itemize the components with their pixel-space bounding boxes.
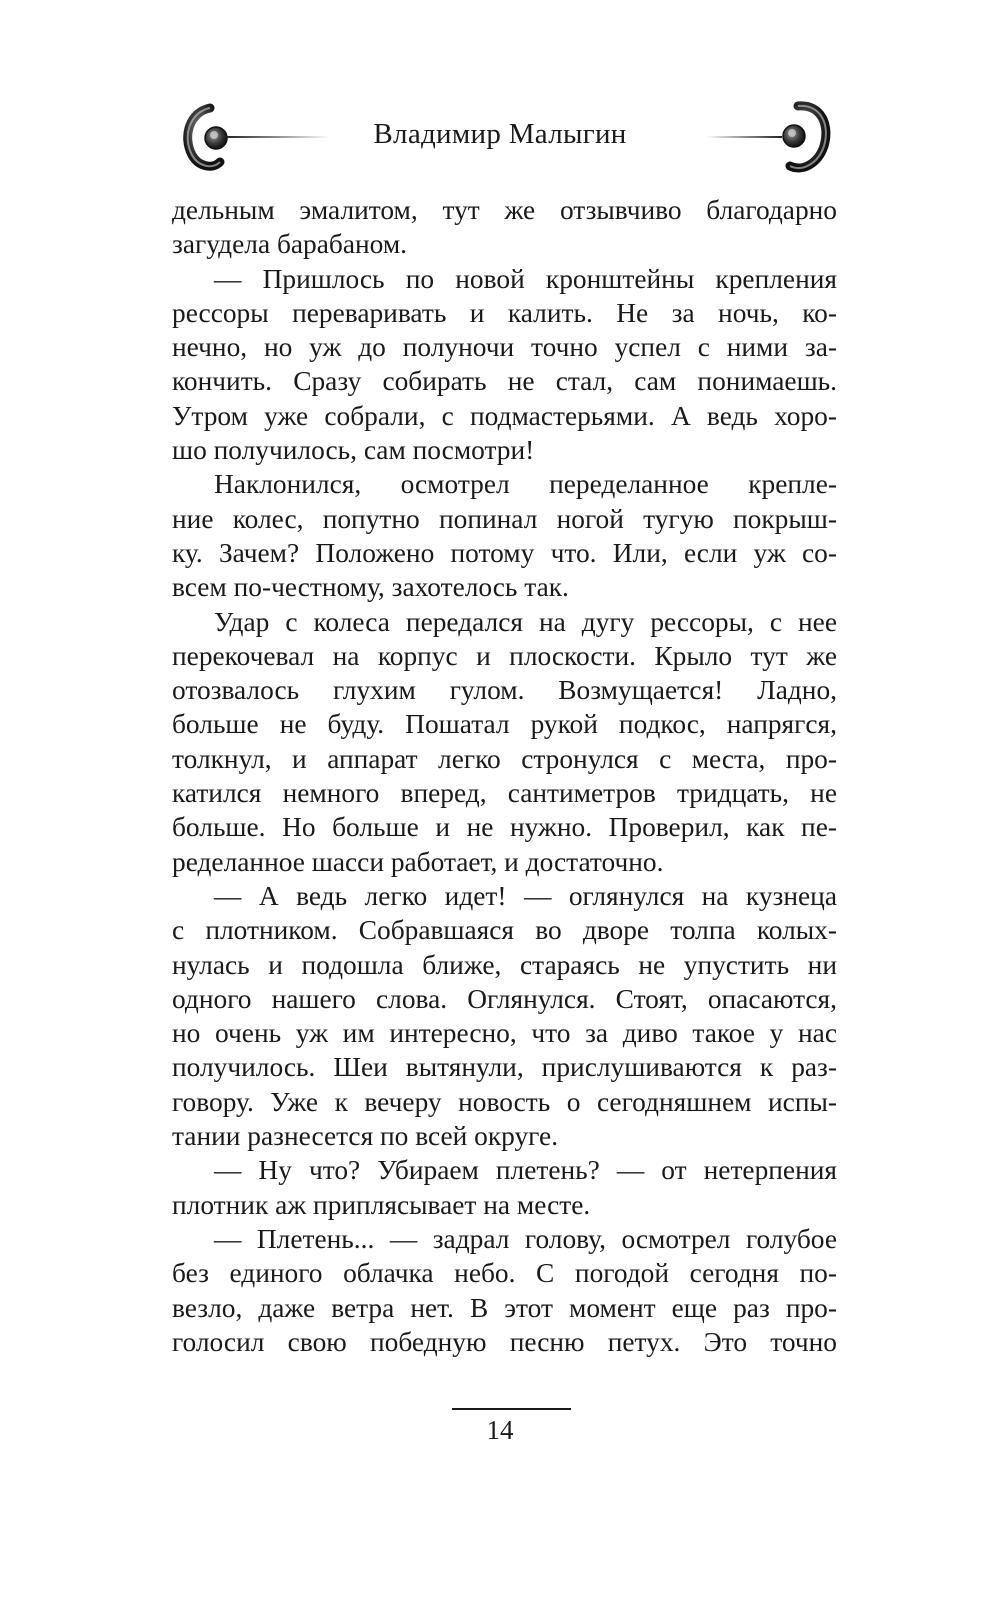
text-line: с плотником. Собравшаяся во дворе толпа колых- xyxy=(172,915,837,946)
text-line: без единого облачка небо. С погодой сегодня по- xyxy=(172,1258,837,1289)
text-line: Утром уже собрали, с подмастерьями. А ведь хоро- xyxy=(172,400,837,431)
text-line: Удар с колеса передался на дугу рессоры, с нее xyxy=(214,606,837,637)
running-head-author: Владимир Малыгин xyxy=(373,118,627,150)
text-line: дельным эмалитом, тут же отзывчиво благодарно xyxy=(172,195,837,225)
text-line: — А ведь легко идет! — оглянулся на кузнеца xyxy=(214,880,837,911)
text-line: — Пришлось по новой кронштейны крепления xyxy=(214,263,837,294)
text-line: толкнул, и аппарат легко стронулся с места, про- xyxy=(172,743,837,774)
text-line: отозвалось глухим гулом. Возмущается! Ладно, xyxy=(172,675,837,706)
text-line: загудела барабаном. xyxy=(172,229,407,260)
footer-divider xyxy=(452,1408,571,1410)
text-line: рессоры переваривать и калить. Не за ночь, ко- xyxy=(172,297,837,328)
text-line: но очень уж им интересно, что за диво такое у нас xyxy=(172,1018,837,1049)
text-line: катился немного вперед, сантиметров тридцать, не xyxy=(172,778,837,809)
text-line: говору. Уже к вечеру новость о сегодняшнем испы- xyxy=(172,1086,837,1117)
text-line: кончить. Сразу собирать не стал, сам понимаешь. xyxy=(172,366,837,397)
text-line: плотник аж приплясывает на месте. xyxy=(172,1189,591,1220)
page-body-text xyxy=(172,193,837,1359)
scroll-ornament-icon xyxy=(706,100,856,180)
text-line: ку. Зачем? Положено потому что. Или, если уж со- xyxy=(172,537,837,568)
text-line: ние колес, попутно попинал ногой тугую покрыш- xyxy=(172,503,837,534)
text-line: ределанное шасси работает, и достаточно. xyxy=(172,846,664,877)
text-line: получилось. Шеи вытянули, прислушиваются к раз- xyxy=(172,1052,837,1083)
text-line: больше. Но больше и не нужно. Проверил, как пе- xyxy=(172,812,837,843)
text-line: всем по-честному, захотелось так. xyxy=(172,572,569,603)
text-line: — Ну что? Убираем плетень? — от нетерпения xyxy=(214,1155,837,1186)
text-line: перекочевал на корпус и плоскости. Крыло тут же xyxy=(172,640,837,671)
text-line: нулась и подошла ближе, стараясь не упустить ни xyxy=(172,949,837,980)
text-line: тании разнесется по всей округе. xyxy=(172,1121,559,1152)
text-line: голосил свою победную песню петух. Это точно xyxy=(172,1326,837,1357)
running-header xyxy=(0,100,1000,180)
text-line: шо получилось, сам посмотри! xyxy=(172,435,535,466)
text-line: одного нашего слова. Оглянулся. Стоят, опасаются, xyxy=(172,983,837,1014)
page-number: 14 xyxy=(486,1415,514,1445)
text-line: везло, даже ветра нет. В этот момент еще раз про- xyxy=(172,1292,837,1323)
text-line: больше не буду. Пошатал рукой подкос, напрягся, xyxy=(172,709,837,740)
text-line: Наклонился, осмотрел переделанное крепле- xyxy=(214,469,837,500)
text-line: нечно, но уж до полуночи точно успел с ними за- xyxy=(172,332,837,363)
text-line: — Плетень... — задрал голову, осмотрел голубое xyxy=(214,1223,837,1254)
